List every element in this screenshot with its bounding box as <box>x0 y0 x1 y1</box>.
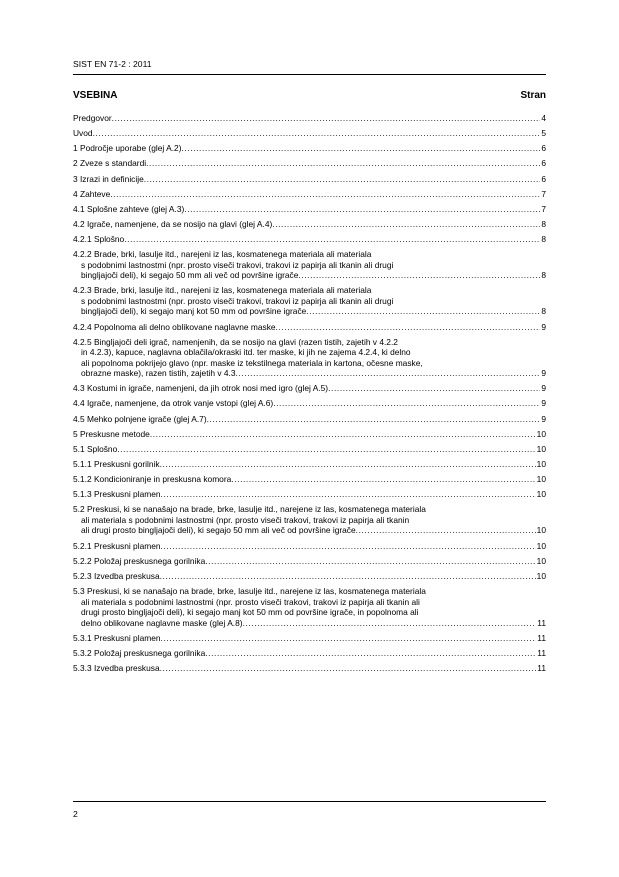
dot-leader <box>276 322 541 333</box>
toc-entry[interactable] <box>73 113 546 124</box>
toc-entry-text-line: drugi prosto bingljajoči deli), ki segajo manj kot 50 mm od površine igrače, in popolnoma ali <box>81 607 419 618</box>
toc-entry-page: 7 <box>541 203 546 214</box>
dot-leader <box>160 663 537 674</box>
toc-entry-text-line: 5.2.3 Izvedba preskusa <box>73 570 160 581</box>
toc-entry-page: 11 <box>537 617 546 628</box>
toc-entry[interactable] <box>73 414 546 425</box>
dot-leader <box>93 128 541 139</box>
toc-entry-page: 9 <box>541 413 546 424</box>
dot-leader <box>146 158 540 169</box>
toc-entry-page: 11 <box>537 632 546 643</box>
toc-entry-text-line: 4.2.1 Splošno <box>73 234 125 245</box>
toc-entry-text-line: 4.3 Kostumi in igrače, namenjeni, da jih otrok nosi med igro (glej A.5) <box>73 383 329 394</box>
toc-entry[interactable] <box>73 158 546 169</box>
toc-entry-page: 9 <box>541 398 546 409</box>
toc-entry[interactable] <box>73 219 546 230</box>
page-number: 2 <box>73 809 78 819</box>
toc-entry-text-line: s podobnimi lastnostmi (npr. prosto viseči trakovi, trakovi iz papirja ali tkanin ali drugi <box>81 259 394 270</box>
toc-entry[interactable] <box>73 556 546 567</box>
toc-entry[interactable] <box>73 474 546 485</box>
toc-entry-text-line: in 4.2.3), kapuce, naglavna oblačila/okraski itd. ter maske, ki jih ne zajema 4.2.4, ki delno <box>81 347 411 358</box>
toc-entry-page: 6 <box>541 173 546 184</box>
dot-leader <box>161 633 537 644</box>
toc-entry-text-line: ali materiala s podobnimi lastnostmi (npr. prosto viseči trakovi, trakovi iz papirja ali tkanin <box>81 514 410 525</box>
toc-entry[interactable] <box>73 174 546 185</box>
toc-entry-text-line: 4.2.2 Brade, brki, lasulje itd., narejeni iz las, kosmatenega materiala ali materiala <box>73 249 372 260</box>
dot-leader <box>181 143 540 154</box>
dot-leader <box>205 648 536 659</box>
toc-entry-text-line: 1 Področje uporabe (glej A.2) <box>73 143 182 154</box>
dot-leader <box>272 219 540 230</box>
toc-entry-text-line: bingljajoči deli), ki segajo 50 mm ali več od površine igrače <box>81 270 299 281</box>
toc-entry-text-line: 5.3 Preskusi, ki se nanašajo na brade, brke, lasulje itd., narejene iz las, kosmatenega materiala <box>73 586 426 597</box>
toc-entry-text-line: ali materiala s podobnimi lastnostmi (npr. prosto viseči trakovi, trakovi iz papirja ali tkanin ali <box>81 596 420 607</box>
table-of-contents <box>73 113 546 678</box>
toc-entry[interactable] <box>73 143 546 154</box>
toc-entry[interactable] <box>73 586 546 628</box>
dot-leader <box>124 234 540 245</box>
toc-entry-text-line: 5.2.1 Preskusni plamen <box>73 540 161 551</box>
toc-entry[interactable] <box>73 663 546 674</box>
dot-leader <box>161 541 536 552</box>
toc-entry-page: 9 <box>541 383 546 394</box>
document-id-header: SIST EN 71-2 : 2011 <box>73 59 152 69</box>
dot-leader <box>161 489 536 500</box>
toc-entry[interactable] <box>73 128 546 139</box>
toc-entry[interactable] <box>73 189 546 200</box>
toc-entry-page: 6 <box>541 143 546 154</box>
toc-entry-text-line: 4.2.5 Bingljajoči deli igrač, namenjenih, da se nosijo na glavi (razen tistih, zajetih v 4.2.2 <box>73 336 398 347</box>
toc-entry-text-line: ali drugi prosto bingljajoči deli), ki segajo 50 mm ali več od površine igrače <box>81 525 356 536</box>
dot-leader <box>205 556 535 567</box>
toc-page-column-label: Stran <box>520 90 546 101</box>
toc-entry-page: 10 <box>536 570 546 581</box>
dot-leader <box>243 618 537 629</box>
toc-entry-text-line: s podobnimi lastnostmi (npr. prosto viseči trakovi, trakovi iz papirja ali tkanin ali drugi <box>81 295 394 306</box>
toc-entry-page: 10 <box>536 443 546 454</box>
dot-leader <box>306 306 540 317</box>
dot-leader <box>160 459 536 470</box>
toc-entry-page: 8 <box>541 306 546 317</box>
toc-entry-page: 10 <box>536 525 546 536</box>
dot-leader <box>236 368 541 379</box>
toc-entry-text-line: 5.1.3 Preskusni plamen <box>73 489 161 500</box>
toc-entry-page: 9 <box>541 368 546 379</box>
toc-entry[interactable] <box>73 249 546 281</box>
header-divider <box>73 74 546 75</box>
toc-entry-page: 10 <box>536 428 546 439</box>
toc-entry-text-line: 5.3.3 Izvedba preskusa <box>73 662 160 673</box>
toc-entry-text-line: 4 Zahteve <box>73 188 111 199</box>
footer-divider <box>73 801 546 802</box>
toc-entry-page: 9 <box>541 321 546 332</box>
toc-entry[interactable] <box>73 444 546 455</box>
toc-entry-text-line: 4.1 Splošne zahteve (glej A.3) <box>73 203 185 214</box>
toc-entry[interactable] <box>73 234 546 245</box>
toc-entry-text-line: 5.1.1 Preskusni gorilnik <box>73 459 160 470</box>
toc-entry[interactable] <box>73 541 546 552</box>
toc-entry-page: 5 <box>541 128 546 139</box>
toc-entry[interactable] <box>73 571 546 582</box>
dot-leader <box>110 189 540 200</box>
toc-entry[interactable] <box>73 633 546 644</box>
toc-entry-text-line: 4.2.4 Popolnoma ali delno oblikovane naglavne maske <box>73 321 276 332</box>
toc-entry-page: 10 <box>536 489 546 500</box>
toc-entry-page: 8 <box>541 234 546 245</box>
toc-entry-page: 4 <box>541 113 546 123</box>
dot-leader <box>117 444 535 455</box>
toc-entry-text-line: ali popolnoma pokrijejo glavo (npr. maske iz tekstilnega materiala in kartona, očesne maske, <box>81 357 423 368</box>
toc-entry-text-line: 4.4 Igrače, namenjene, da otrok vanje vstopi (glej A.6) <box>73 398 274 409</box>
toc-entry-text-line: Uvod <box>73 128 93 139</box>
dot-leader <box>184 204 540 215</box>
toc-entry-page: 7 <box>541 188 546 199</box>
toc-entry-text-line: bingljajoči deli), ki segajo manj kot 50 mm od površine igrače <box>81 306 307 317</box>
toc-entry-text-line: 5.3.2 Položaj preskusnega gorilnika <box>73 647 206 658</box>
toc-entry-page: 8 <box>541 270 546 281</box>
toc-entry-text-line: 5.2 Preskusi, ki se nanašajo na brade, brke, lasulje itd., narejene iz las, kosmatenega materiala <box>73 504 426 515</box>
toc-entry-page: 10 <box>536 555 546 566</box>
toc-entry-page: 8 <box>541 218 546 229</box>
toc-entry-text-line: obrazne maske), razen tistih, zajetih v 4.3 <box>81 368 236 379</box>
toc-entry[interactable] <box>73 429 546 440</box>
toc-entry-text-line: 5.1.2 Kondicioniranje in preskusna komora <box>73 474 232 485</box>
dot-leader <box>160 571 536 582</box>
toc-entry[interactable] <box>73 489 546 500</box>
toc-entry-text-line: Predgovor <box>73 113 112 123</box>
toc-entry-page: 11 <box>537 647 546 658</box>
dot-leader <box>150 429 536 440</box>
toc-entry-page: 10 <box>536 459 546 470</box>
toc-entry-page: 6 <box>541 158 546 169</box>
toc-entry[interactable] <box>73 204 546 215</box>
toc-entry[interactable] <box>73 383 546 394</box>
toc-entry-text-line: 2 Zveze s standardi <box>73 158 147 169</box>
dot-leader <box>207 414 541 425</box>
toc-entry-text-line: 5 Preskusne metode <box>73 428 150 439</box>
toc-entry[interactable] <box>73 322 546 333</box>
toc-entry-page: 10 <box>536 474 546 485</box>
toc-entry[interactable] <box>73 459 546 470</box>
toc-entry-page: 11 <box>537 662 546 673</box>
toc-entry-text-line: 4.2 Igrače, namenjene, da se nosijo na glavi (glej A.4) <box>73 218 273 229</box>
toc-entry-text-line: 5.3.1 Preskusni plamen <box>73 632 161 643</box>
toc-entry-text-line: 3 Izrazi in definicije <box>73 173 144 184</box>
toc-entry[interactable] <box>73 398 546 409</box>
dot-leader <box>144 174 541 185</box>
toc-entry[interactable] <box>73 648 546 659</box>
toc-entry-text-line: 5.2.2 Položaj preskusnega gorilnika <box>73 555 206 566</box>
dot-leader <box>298 270 540 281</box>
dot-leader <box>328 383 540 394</box>
toc-entry-text-line: 4.2.3 Brade, brki, lasulje itd., narejeni iz las, kosmatenega materiala ali materiala <box>73 285 372 296</box>
toc-entry[interactable] <box>73 337 546 379</box>
dot-leader <box>273 398 540 409</box>
toc-heading-row <box>73 90 546 104</box>
toc-entry-page: 10 <box>536 540 546 551</box>
toc-entry[interactable] <box>73 285 546 317</box>
dot-leader <box>356 525 536 536</box>
toc-entry[interactable] <box>73 504 546 536</box>
toc-entry-text-line: 5.1 Splošno <box>73 443 118 454</box>
dot-leader <box>112 113 541 124</box>
toc-entry-text-line: delno oblikovane naglavne maske (glej A.8) <box>81 617 243 628</box>
dot-leader <box>231 474 535 485</box>
toc-title: VSEBINA <box>73 90 118 101</box>
toc-entry-text-line: 4.5 Mehko polnjene igrače (glej A.7) <box>73 413 207 424</box>
